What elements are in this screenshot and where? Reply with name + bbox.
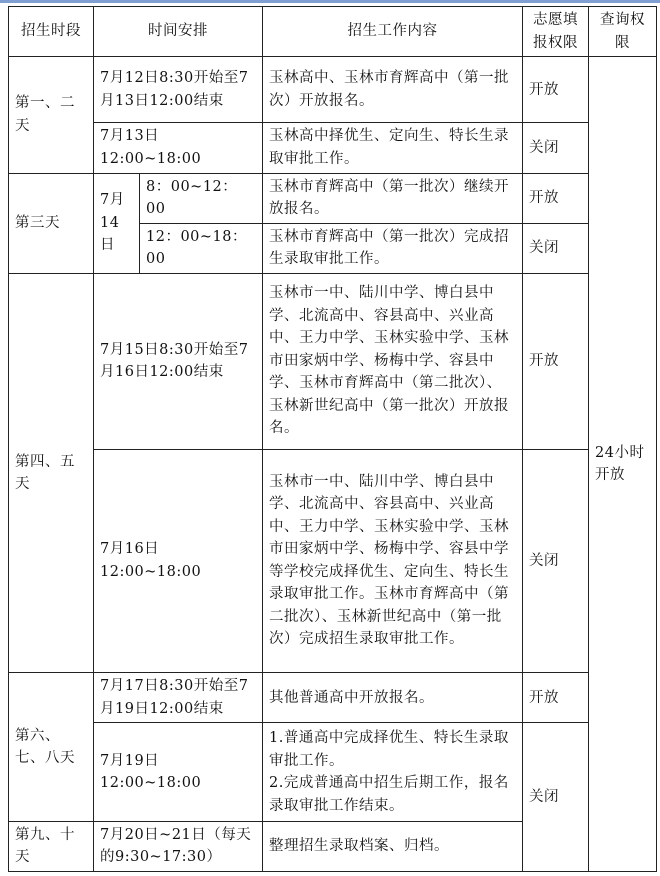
header-query-permission: 查询权限: [589, 7, 657, 57]
time-cell: 7月12日8:30开始至7月13日12:00结束: [94, 57, 263, 123]
header-fill-permission: 志愿填报权限: [523, 7, 589, 57]
table-row: [9, 723, 657, 821]
time-cell: 7月20日~21日（每天的9:30~17:30）: [94, 821, 263, 871]
content-cell: 整理招生录取档案、归档。: [263, 821, 523, 871]
period-cell: 第四、五天: [9, 273, 94, 672]
fill-permission-cell: 开放: [523, 673, 589, 723]
header-row: [9, 7, 657, 57]
time-cell: 7月15日8:30开始至7月16日12:00结束: [94, 273, 263, 449]
period-cell: 第九、十天: [9, 821, 94, 871]
table-row: [9, 273, 657, 449]
table-row: [9, 449, 657, 673]
time-cell: 7月17日8:30开始至7月19日12:00结束: [94, 673, 263, 723]
content-cell: [263, 723, 523, 821]
content-cell: 玉林市一中、陆川中学、博白县中学、北流高中、容县高中、兴业高中、王力中学、玉林实验中学、玉林市田家炳中学、杨梅中学、容县中学、玉林市育辉高中（第二批次）、玉林新世纪高中（第一批次）开放报名。: [263, 273, 523, 449]
top-rule: [0, 0, 660, 3]
fill-permission-cell: 开放: [523, 57, 589, 123]
content-cell: 玉林市一中、陆川中学、博白县中学、北流高中、容县高中、兴业高中、王力中学、玉林实验中学、玉林市田家炳中学、杨梅中学、容县中学等学校完成择优生、定向生、特长生录取审批工作。玉林市育辉高中（第二批次）、玉林新世纪高中（第一批次）完成招生录取审批工作。: [263, 449, 523, 673]
header-content: 招生工作内容: [263, 7, 523, 57]
header-period: 招生时段: [9, 7, 94, 57]
content-cell: 其他普通高中开放报名。: [263, 673, 523, 723]
content-item: 1.普通高中完成择优生、特长生录取审批工作。: [269, 730, 509, 769]
period-cell: 第六、七、八天: [9, 673, 94, 822]
time-cell: 7月19日12:00~18:00: [94, 723, 263, 821]
query-permission-cell: 24小时开放: [589, 57, 657, 872]
content-cell: 玉林市育辉高中（第一批次）完成招生录取审批工作。: [263, 223, 523, 273]
fill-permission-cell: 关闭: [523, 123, 589, 173]
date-cell: 7月14日: [94, 173, 140, 273]
content-cell: 玉林高中择优生、定向生、特长生录取审批工作。: [263, 123, 523, 173]
fill-permission-cell: 关闭: [523, 723, 589, 872]
table-row: [9, 123, 657, 173]
content-cell: 玉林高中、玉林市育辉高中（第一批次）开放报名。: [263, 57, 523, 123]
header-schedule: 时间安排: [94, 7, 263, 57]
fill-permission-cell: 开放: [523, 273, 589, 449]
time-cell: 12：00~18：00: [140, 223, 263, 273]
fill-permission-cell: 关闭: [523, 223, 589, 273]
table-row: [9, 57, 657, 123]
table-row: [9, 673, 657, 723]
fill-permission-cell: 开放: [523, 173, 589, 223]
content-cell: 玉林市育辉高中（第一批次）继续开放报名。: [263, 173, 523, 223]
period-cell: 第三天: [9, 173, 94, 273]
fill-permission-cell: 关闭: [523, 449, 589, 673]
table-row: [9, 173, 657, 223]
time-cell: 7月13日12:00~18:00: [94, 123, 263, 173]
period-cell: 第一、二天: [9, 57, 94, 173]
time-cell: 7月16日12:00~18:00: [94, 449, 263, 673]
content-item: 2.完成普通高中招生后期工作，报名录取审批工作结束。: [269, 775, 509, 814]
enrollment-schedule-table: [8, 6, 657, 872]
time-cell: 8：00~12：00: [140, 173, 263, 223]
